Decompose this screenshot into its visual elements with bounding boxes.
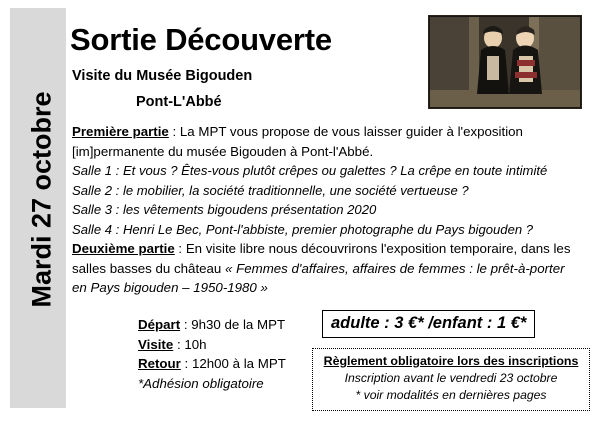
date-band [10,8,66,408]
membership-note: *Adhésion obligatoire [138,375,264,391]
rules-title: Règlement obligatoire lors des inscriptions [323,354,579,368]
schedule-label-retour: Retour [138,356,181,371]
part1-paragraph [72,122,580,161]
photo-illustration [429,16,581,108]
poster-content [70,10,592,414]
page-title: Sortie Découverte [70,22,332,57]
schedule-value-visite: : 10h [173,336,207,352]
part1-text: : La MPT vous propose de vous laisser guider à l'exposition [im]permanente du musée Bigouden à Pont-l'Abbé. [72,124,523,159]
schedule-row [138,354,286,374]
schedule-block [138,315,286,393]
date-band-label: Mardi 27 octobre [26,91,57,308]
room-4: Salle 4 : Henri Le Bec, Pont-l'abbiste, premier photographe du Pays bigouden ? [72,221,534,237]
price-text: adulte : 3 €* /enfant : 1 €* [331,314,527,332]
schedule-value-retour: : 12h00 à la MPT [180,356,286,371]
room-3: Salle 3 : les vêtements bigoudens présentation 2020 [72,202,377,217]
schedule-row [138,335,286,355]
part2-paragraph [72,239,580,298]
part2-label: Deuxième partie [72,241,175,256]
schedule-label-visite: Visite [138,336,174,352]
registration-rules-box [312,348,590,411]
part2-text: : En visite libre nous découvrirons l'exposition temporaire, dans les salles basses du château [72,241,571,276]
subtitle-city: Pont-L'Abbé [136,94,222,110]
schedule-label-depart: Départ [138,317,181,332]
rules-line-1: Inscription avant le vendredi 23 octobre [344,371,558,385]
schedule-value-depart: : 9h30 de la MPT [180,317,286,332]
body-text [72,122,580,298]
schedule-row [138,315,286,335]
rules-line-2: * voir modalités en dernières pages [355,388,547,402]
room-2: Salle 2 : le mobilier, la société traditionnelle, une société vertueuse ? [72,182,469,198]
subtitle-museum: Visite du Musée Bigouden [72,68,253,84]
price-box [322,310,535,338]
part1-label: Première partie [72,124,169,139]
museum-photo [428,15,582,109]
part2-exhibition-title: « Femmes d'affaires, affaires de femmes : le prêt-à-porter en Pays bigouden – 1950-1980 » [72,260,565,295]
room-1: Salle 1 : Et vous ? Êtes-vous plutôt crêpes ou galettes ? La crêpe en toute intimité [72,163,548,178]
